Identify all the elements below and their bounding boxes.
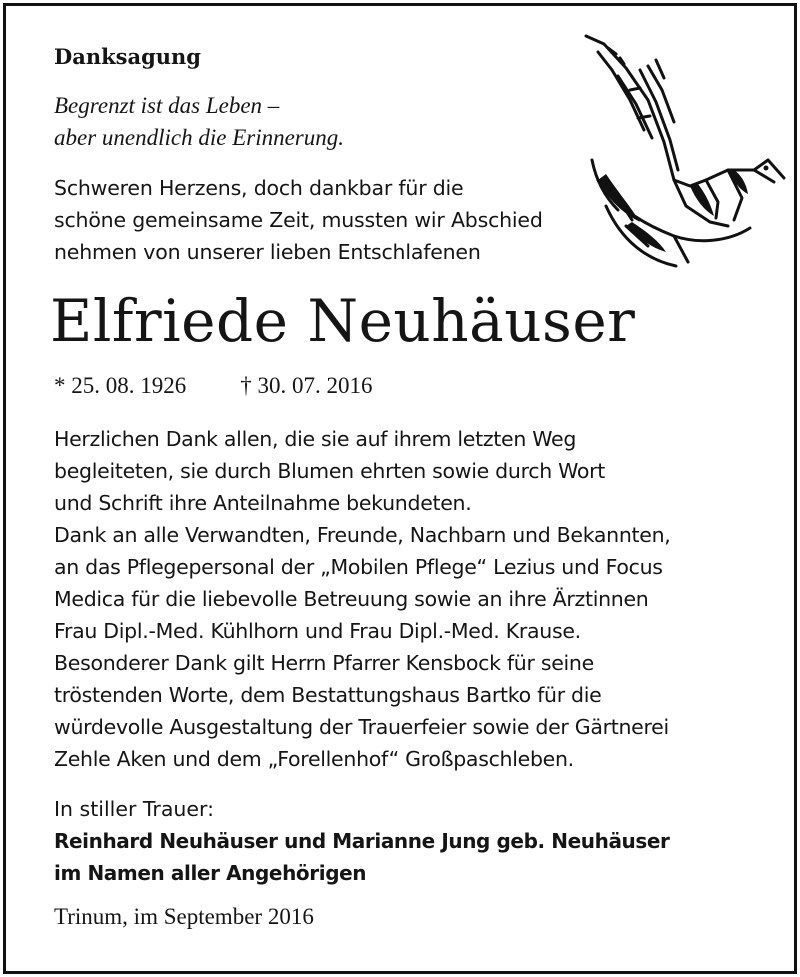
thanks-line: Zehle Aken und dem „Forellenhof“ Großpaschleben.	[54, 747, 574, 771]
death-date: † 30. 07. 2016	[240, 373, 373, 398]
mourners	[54, 825, 774, 889]
mourners-line: Reinhard Neuhäuser und Marianne Jung geb. Neuhäuser	[54, 829, 670, 853]
praying-hands-dove-icon	[578, 30, 788, 270]
thanks-line: an das Pflegepersonal der „Mobilen Pflege“ Lezius und Focus	[54, 555, 663, 579]
thanks-line: Dank an alle Verwandten, Freunde, Nachbarn und Bekannten,	[54, 523, 671, 547]
quote-line: Begrenzt ist das Leben –	[54, 93, 280, 118]
birth-date: * 25. 08. 1926	[54, 373, 187, 398]
memorial-quote	[54, 90, 514, 154]
intro-line: Schweren Herzens, doch dankbar für die	[54, 176, 464, 200]
intro-text	[54, 172, 594, 268]
thanks-line: begleiteten, sie durch Blumen ehrten sowie durch Wort	[54, 459, 606, 483]
thanks-line: Medica für die liebevolle Betreuung sowie an ihre Ärztinnen	[54, 587, 649, 611]
thanks-line: Frau Dipl.-Med. Kühlhorn und Frau Dipl.-Med. Krause.	[54, 619, 581, 643]
thanks-text	[54, 423, 774, 775]
thanks-line: Herzlichen Dank allen, die sie auf ihrem letzten Weg	[54, 427, 577, 451]
quote-line: aber unendlich die Erinnerung.	[54, 125, 345, 150]
thanks-line: und Schrift ihre Anteilnahme bekundeten.	[54, 491, 472, 515]
thanks-line: tröstenden Worte, dem Bestattungshaus Bartko für die	[54, 683, 602, 707]
deceased-name: Elfriede Neuhäuser	[50, 287, 636, 355]
notice-heading: Danksagung	[54, 44, 201, 69]
intro-line: schöne gemeinsame Zeit, mussten wir Abschied	[54, 208, 543, 232]
thanks-line: Besonderer Dank gilt Herrn Pfarrer Kensbock für seine	[54, 651, 594, 675]
mourners-line: im Namen aller Angehörigen	[54, 861, 367, 885]
thanks-line: würdevolle Ausgestaltung der Trauerfeier sowie der Gärtnerei	[54, 715, 669, 739]
life-dates	[54, 373, 373, 399]
intro-line: nehmen von unserer lieben Entschlafenen	[54, 240, 481, 264]
mourning-label: In stiller Trauer:	[54, 797, 214, 821]
place-date: Trinum, im September 2016	[54, 904, 314, 929]
